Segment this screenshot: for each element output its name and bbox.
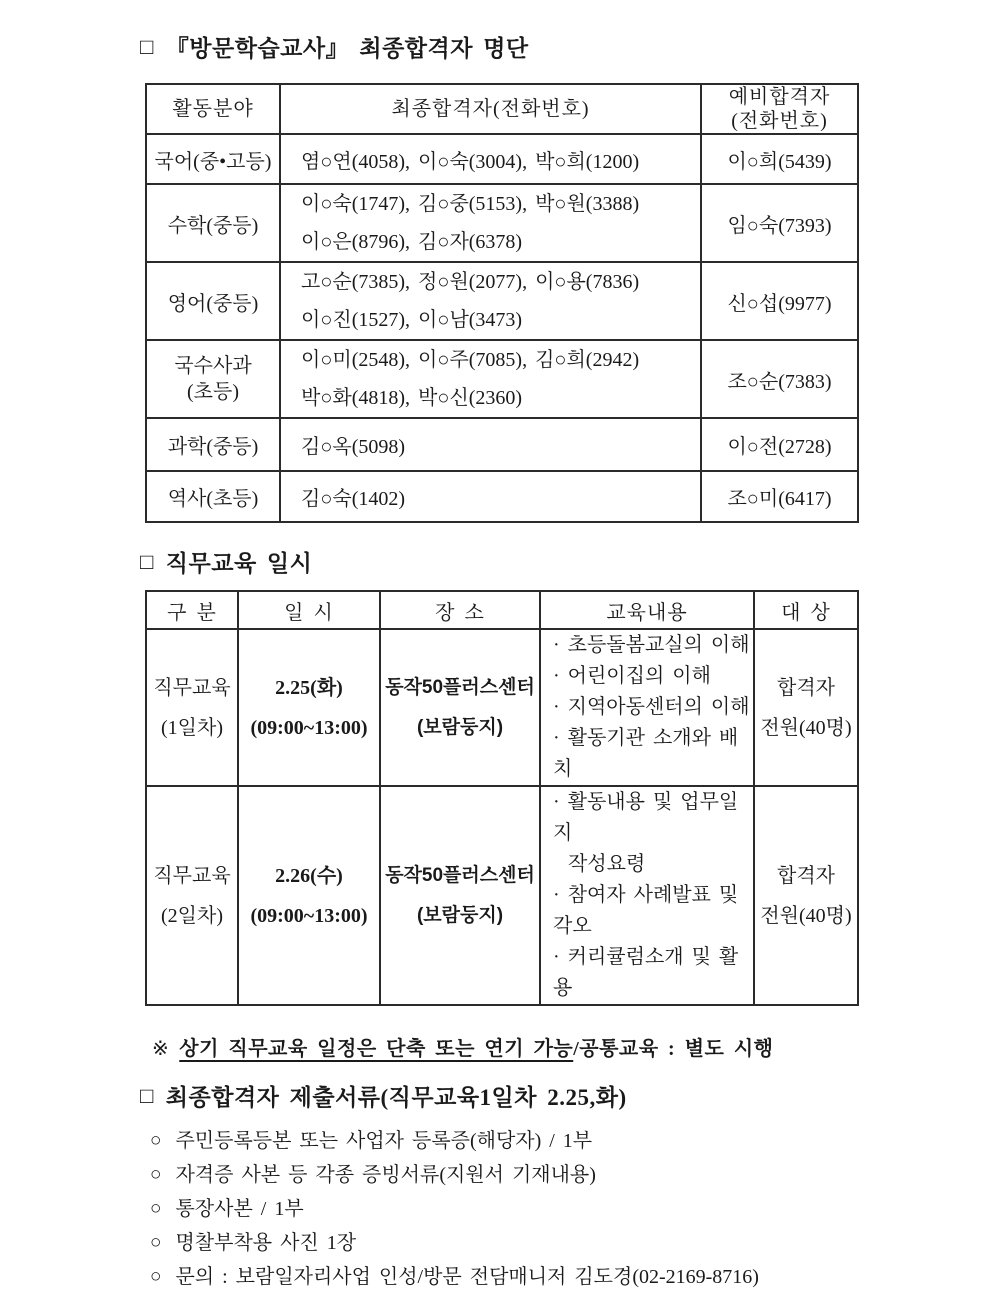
t1-header-final: 최종합격자(전화번호) bbox=[280, 84, 701, 134]
t2-header-content: 교육내용 bbox=[540, 591, 754, 629]
target-line: 합격자 bbox=[777, 676, 835, 699]
content-line: · 커리큘럼소개 및 활용 bbox=[553, 946, 739, 999]
cell-reserve: 이○희(5439) bbox=[701, 134, 858, 184]
target-line: 전원(40명) bbox=[760, 716, 852, 739]
content-line: · 어린이집의 이해 bbox=[553, 665, 711, 687]
cell-final bbox=[280, 262, 701, 340]
t2-header-datetime: 일 시 bbox=[238, 591, 380, 629]
cell-reserve: 조○미(6417) bbox=[701, 471, 858, 522]
field-line: (초등) bbox=[187, 381, 239, 403]
section1-title bbox=[140, 30, 989, 63]
datetime-line: 2.25(화) bbox=[275, 676, 343, 699]
list-item bbox=[150, 1192, 989, 1226]
circle-bullet-icon: ○ bbox=[150, 1198, 162, 1219]
target-line: 전원(40명) bbox=[760, 904, 852, 927]
target-line: 합격자 bbox=[777, 864, 835, 887]
cell-field: 수학(중등) bbox=[146, 184, 280, 262]
section3-title bbox=[140, 1079, 989, 1112]
list-item-text: 명찰부착용 사진 1장 bbox=[175, 1232, 357, 1254]
category-line: (1일차) bbox=[161, 716, 223, 739]
cell-content bbox=[540, 629, 754, 786]
list-item bbox=[150, 1260, 989, 1294]
cell-reserve: 임○숙(7393) bbox=[701, 184, 858, 262]
table-row-training-day2 bbox=[146, 786, 858, 1005]
list-item-text: 통장사본 / 1부 bbox=[175, 1198, 304, 1220]
cell-final bbox=[280, 340, 701, 418]
final-line: 이○숙(1747), 김○중(5153), 박○원(3388) bbox=[301, 193, 640, 215]
cell-reserve: 신○섭(9977) bbox=[701, 262, 858, 340]
checkbox-icon: □ bbox=[140, 548, 154, 574]
cell-final: 김○숙(1402) bbox=[280, 471, 701, 522]
checkbox-icon: □ bbox=[140, 33, 154, 59]
section3-title-text: 최종합격자 제출서류(직무교육1일차 2.25,화) bbox=[165, 1085, 627, 1110]
content-line: · 초등돌봄교실의 이해 bbox=[553, 634, 750, 656]
list-item-text: 자격증 사본 등 각종 증빙서류(지원서 기재내용) bbox=[175, 1164, 596, 1186]
datetime-line: 2.26(수) bbox=[275, 864, 343, 887]
cell-field: 영어(중등) bbox=[146, 262, 280, 340]
cell-category bbox=[146, 786, 238, 1005]
reference-mark-icon: ※ bbox=[152, 1038, 170, 1060]
cell-datetime bbox=[238, 786, 380, 1005]
list-item bbox=[150, 1124, 989, 1158]
t1-header-field: 활동분야 bbox=[146, 84, 280, 134]
t2-header-row bbox=[146, 591, 858, 629]
final-line: 이○진(1527), 이○남(3473) bbox=[301, 309, 523, 331]
cell-target bbox=[754, 786, 858, 1005]
category-line: (2일차) bbox=[161, 904, 223, 927]
job-training-table bbox=[145, 590, 859, 1006]
list-item bbox=[150, 1226, 989, 1260]
table-row-english bbox=[146, 262, 858, 340]
list-item-text: 주민등록등본 또는 사업자 등록증(해당자) / 1부 bbox=[175, 1130, 593, 1152]
list-item bbox=[150, 1158, 989, 1192]
content-line-continuation: 작성요령 bbox=[568, 853, 646, 875]
list-item-text: 문의 : 보람일자리사업 인성/방문 전담매니저 김도경(02-2169-8716) bbox=[175, 1266, 759, 1288]
final-line: 고○순(7385), 정○원(2077), 이○용(7836) bbox=[301, 271, 640, 293]
required-documents-list bbox=[150, 1124, 989, 1294]
final-line: 이○미(2548), 이○주(7085), 김○희(2942) bbox=[301, 349, 640, 371]
note-rest-text: /공통교육 : 별도 시행 bbox=[573, 1038, 774, 1060]
table-row-korean bbox=[146, 134, 858, 184]
datetime-line: (09:00~13:00) bbox=[250, 716, 368, 739]
circle-bullet-icon: ○ bbox=[150, 1232, 162, 1253]
t2-header-place: 장 소 bbox=[380, 591, 540, 629]
t1-header-reserve bbox=[701, 84, 858, 134]
final-candidates-table bbox=[145, 83, 859, 523]
t1-header-row bbox=[146, 84, 858, 134]
cell-final: 염○연(4058), 이○숙(3004), 박○희(1200) bbox=[280, 134, 701, 184]
cell-final: 김○옥(5098) bbox=[280, 418, 701, 471]
t2-header-category: 구 분 bbox=[146, 591, 238, 629]
datetime-line: (09:00~13:00) bbox=[250, 904, 368, 927]
circle-bullet-icon: ○ bbox=[150, 1130, 162, 1151]
content-line: · 활동내용 및 업무일지 bbox=[553, 791, 739, 844]
field-line: 국수사과 bbox=[174, 355, 252, 377]
content-line: · 참여자 사례발표 및 각오 bbox=[553, 884, 739, 937]
category-line: 직무교육 bbox=[153, 676, 231, 699]
cell-field bbox=[146, 340, 280, 418]
t1-header-reserve-line2: (전화번호) bbox=[731, 110, 828, 132]
content-line: · 활동기관 소개와 배치 bbox=[553, 727, 739, 780]
cell-reserve: 이○전(2728) bbox=[701, 418, 858, 471]
cell-field: 역사(초등) bbox=[146, 471, 280, 522]
cell-category bbox=[146, 629, 238, 786]
section2-title bbox=[140, 545, 989, 578]
cell-content bbox=[540, 786, 754, 1005]
place-line: (보람둥지) bbox=[416, 716, 504, 738]
t1-header-reserve-line1: 예비합격자 bbox=[728, 86, 831, 108]
t2-header-target: 대 상 bbox=[754, 591, 858, 629]
cell-place bbox=[380, 786, 540, 1005]
final-line: 박○화(4818), 박○신(2360) bbox=[301, 387, 523, 409]
place-line: 동작50플러스센터 bbox=[385, 676, 535, 698]
circle-bullet-icon: ○ bbox=[150, 1266, 162, 1287]
cell-field: 과학(중등) bbox=[146, 418, 280, 471]
table-row-science bbox=[146, 418, 858, 471]
final-line: 이○은(8796), 김○자(6378) bbox=[301, 231, 523, 253]
note-underlined-text: 상기 직무교육 일정은 단축 또는 연기 가능 bbox=[179, 1038, 574, 1060]
table-row-math bbox=[146, 184, 858, 262]
section1-title-text: 『방문학습교사』 최종합격자 명단 bbox=[165, 36, 529, 61]
cell-target bbox=[754, 629, 858, 786]
place-line: (보람둥지) bbox=[416, 904, 504, 926]
schedule-note bbox=[152, 1032, 989, 1061]
cell-final bbox=[280, 184, 701, 262]
table-row-training-day1 bbox=[146, 629, 858, 786]
place-line: 동작50플러스센터 bbox=[385, 864, 535, 886]
checkbox-icon: □ bbox=[140, 1082, 154, 1108]
cell-datetime bbox=[238, 629, 380, 786]
category-line: 직무교육 bbox=[153, 864, 231, 887]
cell-place bbox=[380, 629, 540, 786]
content-line: · 지역아동센터의 이해 bbox=[553, 696, 750, 718]
cell-reserve: 조○순(7383) bbox=[701, 340, 858, 418]
section2-title-text: 직무교육 일시 bbox=[165, 551, 313, 576]
table-row-history bbox=[146, 471, 858, 522]
circle-bullet-icon: ○ bbox=[150, 1164, 162, 1185]
table-row-elementary bbox=[146, 340, 858, 418]
cell-field: 국어(중•고등) bbox=[146, 134, 280, 184]
